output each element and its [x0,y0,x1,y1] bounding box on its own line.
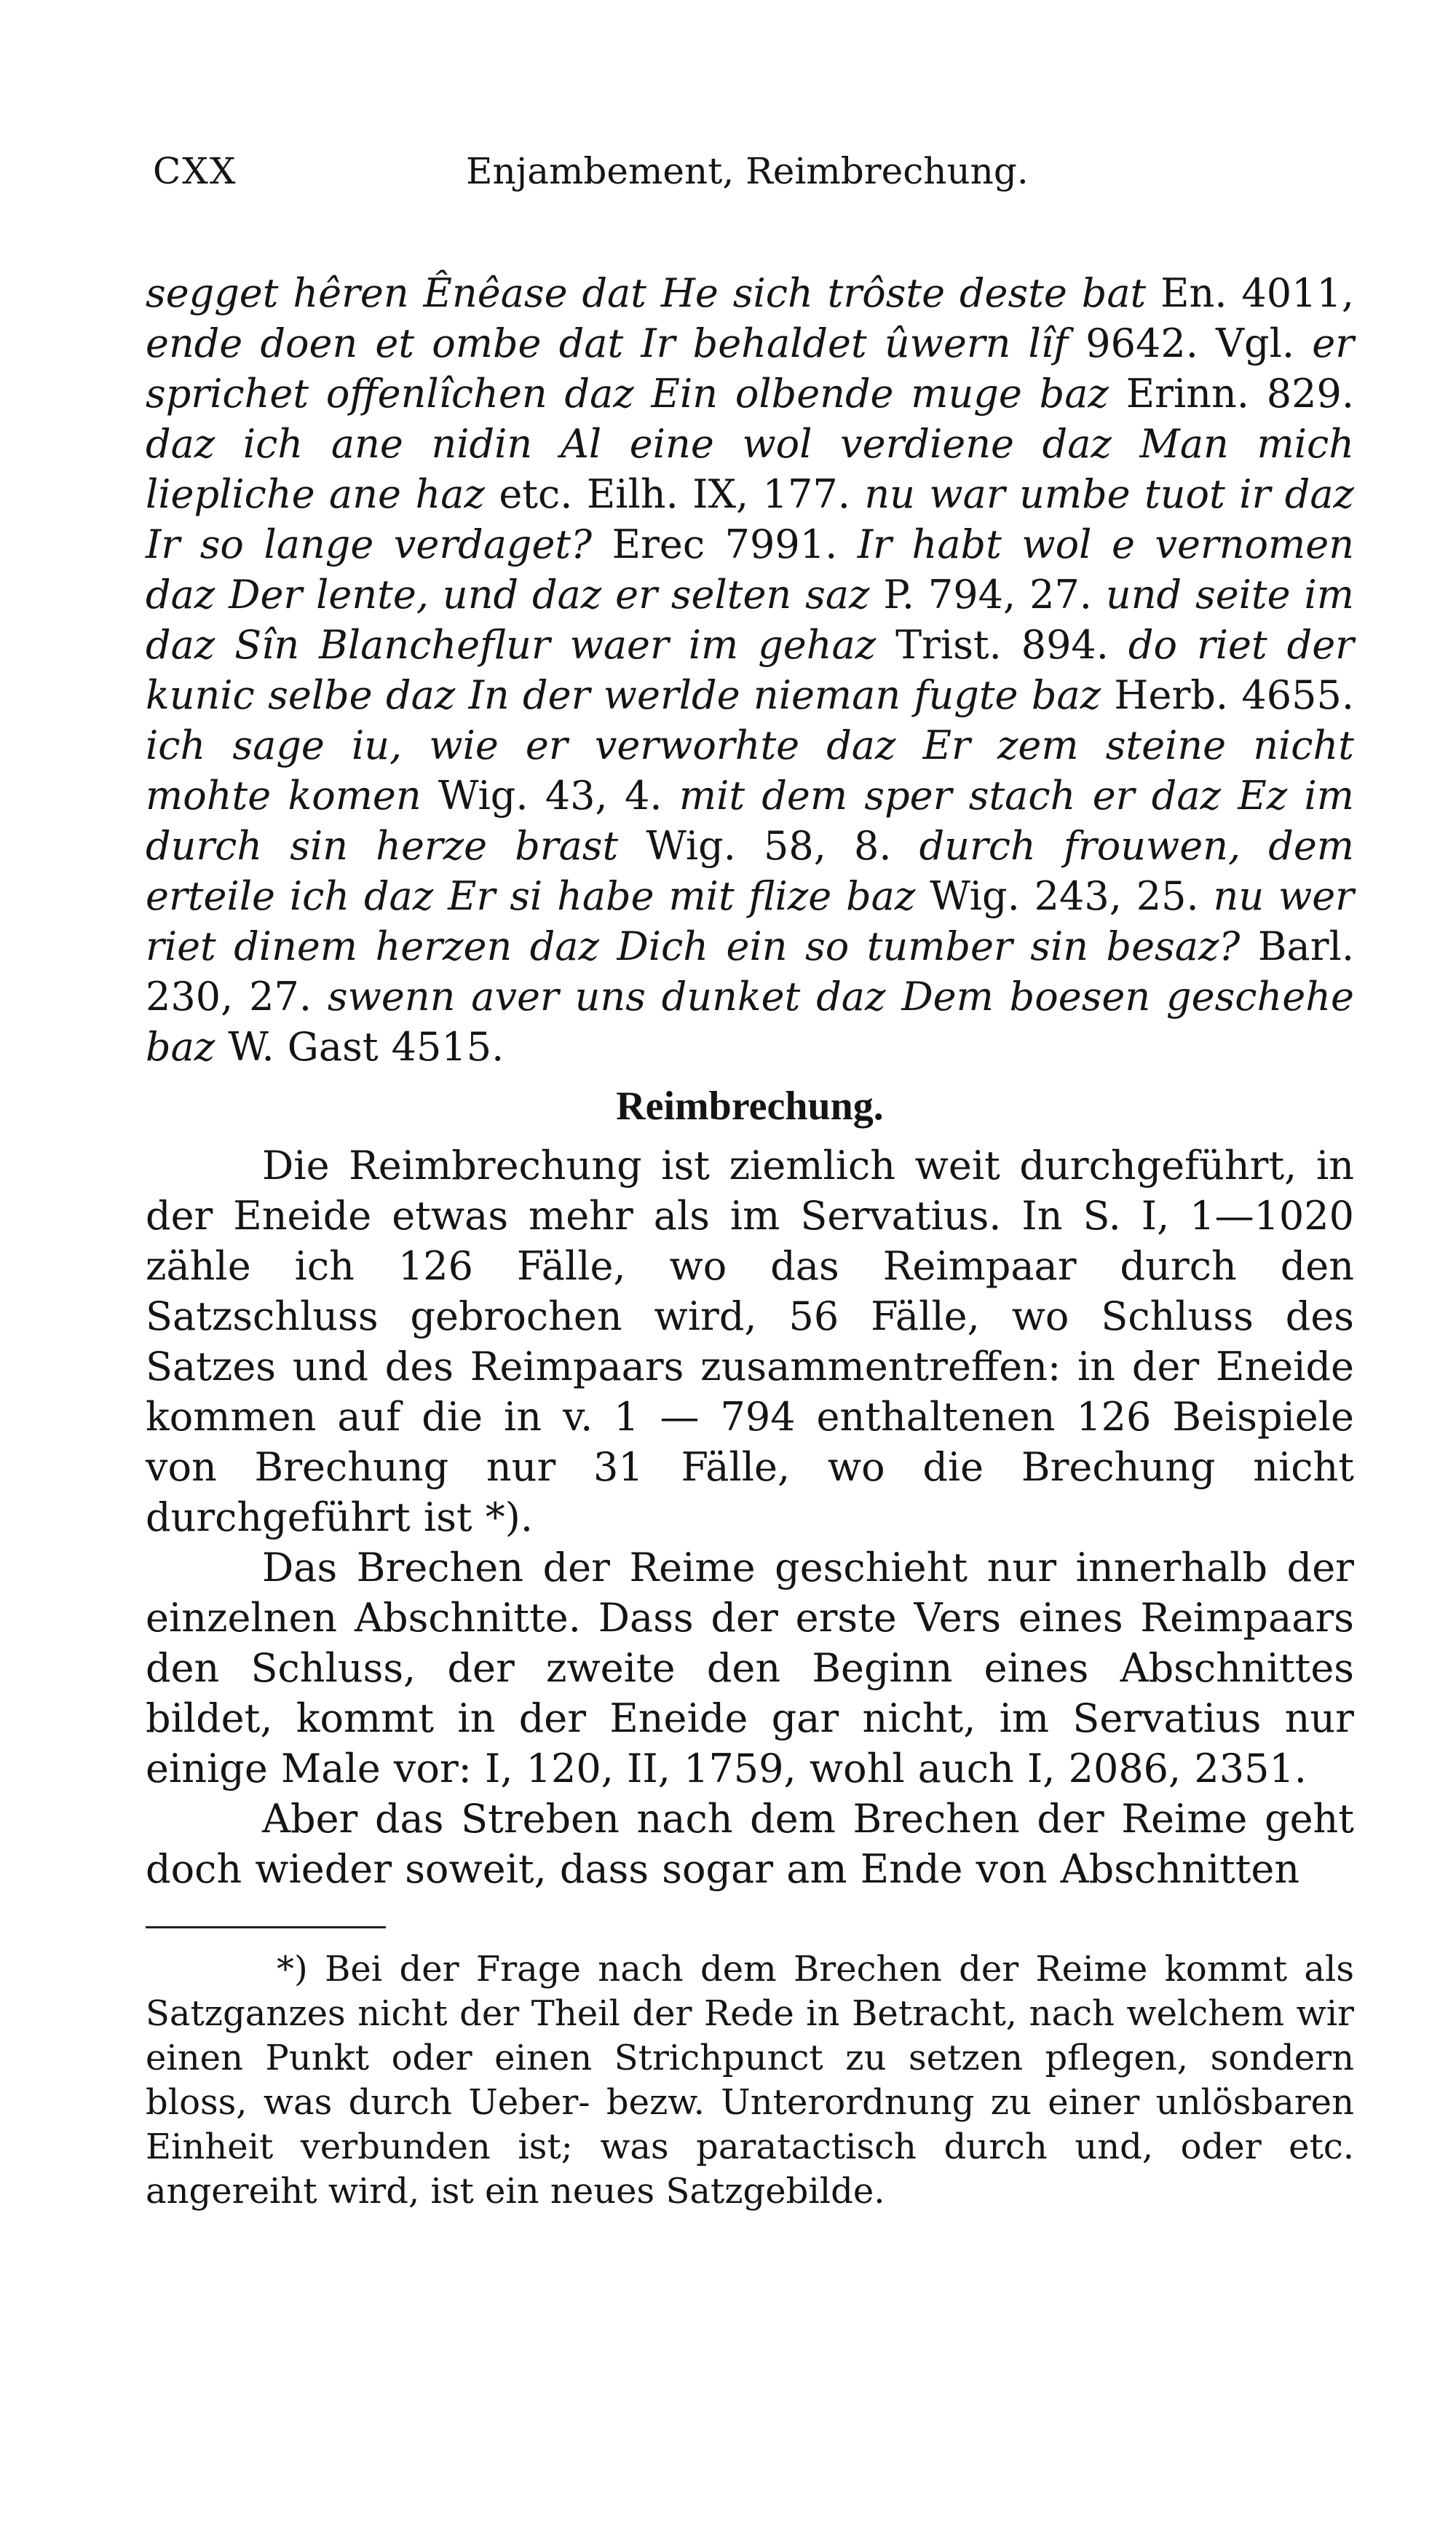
verse-reference: Barl. 230, 27. [146,923,1354,1020]
continuation-paragraph [146,268,1354,1072]
running-head [146,146,1354,197]
running-title: Enjambement, Reimbrechung. [466,150,1029,192]
verse-reference: En. 4011, [1146,270,1354,316]
footnote-divider [146,1926,386,1928]
quoted-verse: und seite im daz Sîn Blancheflur waer im gehaz [146,572,1354,668]
verse-reference: etc. Eilh. IX, 177. [484,471,865,517]
verse-reference: 9642. Vgl. [1068,320,1313,366]
quoted-verse: daz ich ane nidin Al eine wol verdiene daz Man mich liepliche ane haz [146,421,1354,517]
quoted-verse: do riet der kunic selbe daz In der werlde nieman fugte baz [146,622,1354,718]
quoted-verse: Ir habt wol e vernomen daz Der lente, und daz er selten saz [146,521,1354,618]
verse-reference: Erinn. 829. [1108,371,1355,417]
verse-reference: Wig. 43, 4. [421,773,679,819]
verse-reference: Wig. 243, 25. [915,873,1214,919]
quoted-verse: er sprichet offenlîchen daz Ein olbende muge baz [146,320,1355,417]
paragraph-reimbrechung-2: Das Brechen der Reime geschieht nur innerhalb der einzelnen Abschnitte. Dass der erste Vers eines Reimpaars den Schluss, der zweite den Beginn eines Abschnittes bildet, kommt in der Eneide gar nicht, im Servatius nur einige Male vor: I, 120, II, 1759, wohl auch I, 2086, 2351. [146,1545,1354,1791]
verse-reference: Wig. 58, 8. [618,823,919,869]
quoted-verse: segget hêren Ênêase dat He sich trôste deste bat [146,270,1147,316]
verse-reference: W. Gast 4515. [215,1024,505,1070]
main-text [146,268,1354,1894]
book-page [146,146,1354,2214]
paragraph-reimbrechung-3: Aber das Streben nach dem Brechen der Reime geht doch wieder soweit, dass sogar am Ende von Abschnitten [146,1796,1354,1892]
verse-reference: Herb. 4655. [1101,672,1354,718]
section-heading: Reimbrechung. [616,1084,884,1129]
verse-reference: Erec 7991. [592,521,858,567]
quoted-verse: swenn aver uns dunket daz Dem boesen geschehe baz [146,974,1354,1070]
quoted-verse: ich sage iu, wie er verworhte daz Er zem steine nicht mohte komen [146,722,1354,819]
quoted-verse: ende doen et ombe dat Ir behaldet ûwern lîf [146,320,1069,366]
quoted-verse: durch frouwen, dem erteile ich daz Er si habe mit flize baz [146,823,1355,919]
quoted-verse: nu wer riet dinem herzen daz Dich ein so tumber sin besaz? [146,873,1354,969]
quoted-verse: nu war umbe tuot ir daz Ir so lange verdaget? [146,471,1354,567]
paragraph-reimbrechung-1: Die Reimbrechung ist ziemlich weit durchgeführt, in der Eneide etwas mehr als im Servatius. In S. I, 1—1020 zähle ich 126 Fälle, wo das Reimpaar durch den Satzschluss gebrochen wird, 56 Fälle, wo Schluss des Satzes und des Reimpaars zusammentreffen: in der Eneide kommen auf die in v. 1 — 794 enthaltenen 126 Beispiele von Brechung nur 31 Fälle, wo die Brechung nicht durchgeführt ist *). [146,1143,1354,1540]
footnote: *) Bei der Frage nach dem Brechen der Reime kommt als Satzganzes nicht der Theil der Rede in Betracht, nach welchem wir einen Punkt oder einen Strichpunct zu setzen pflegen, sondern bloss, was durch Ueber- bezw. Unterordnung zu einer unlösbaren Einheit verbunden ist; was paratactisch durch und, oder etc. angereiht wird, ist ein neues Satzgebilde. [146,1949,1354,2212]
quoted-verse: mit dem sper stach er daz Ez im durch sin herze brast [146,773,1354,869]
page-number: CXX [153,150,237,192]
verse-reference: P. 794, 27. [869,572,1106,618]
verse-reference: Trist. 894. [876,622,1128,668]
